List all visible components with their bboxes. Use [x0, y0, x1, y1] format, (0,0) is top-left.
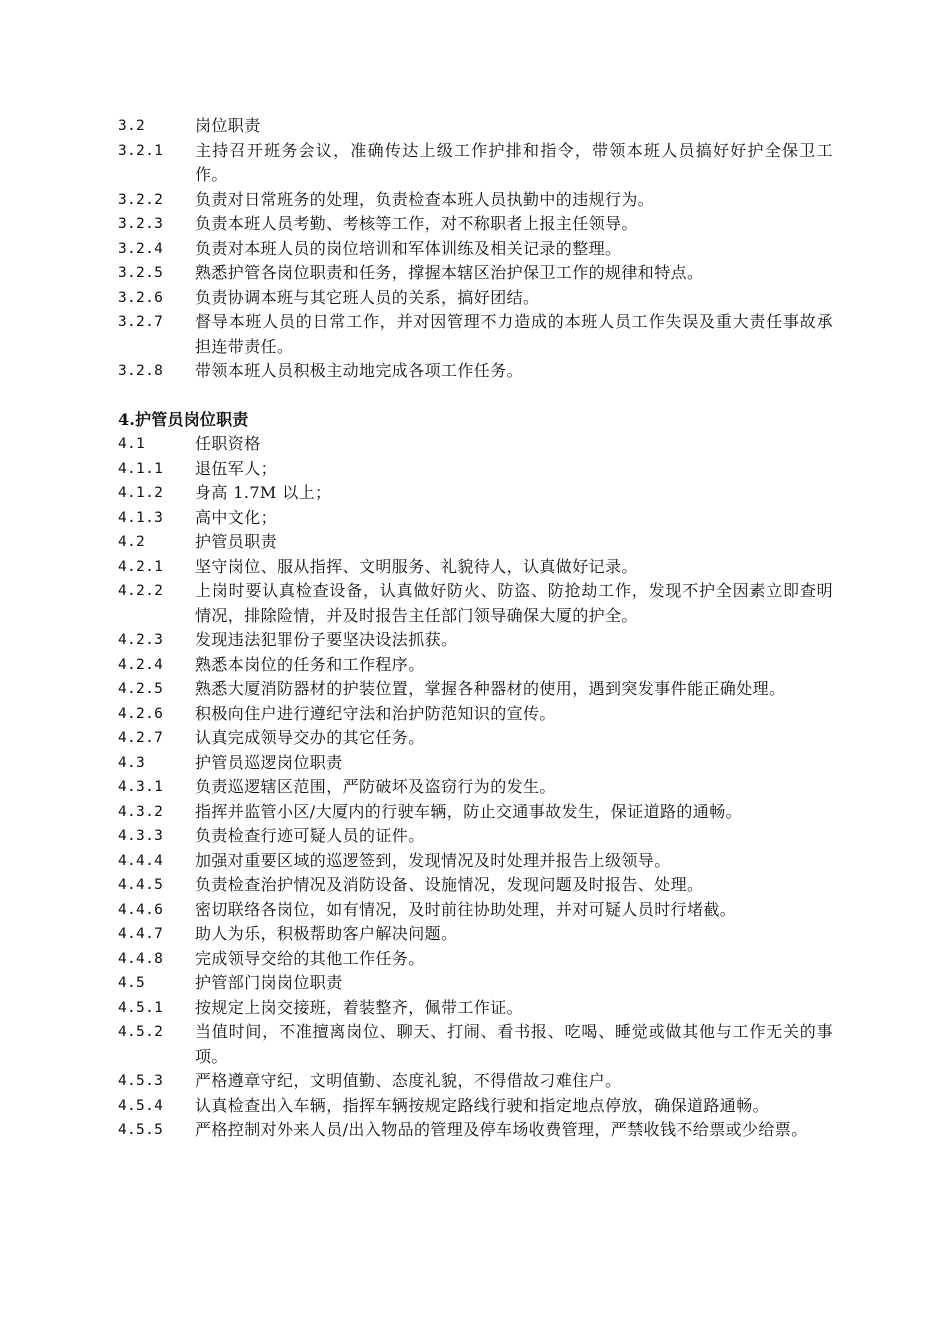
item-number: 4.5 — [118, 975, 146, 991]
item-text: 督导本班人员的日常工作，并对因管理不力造成的本班人员工作失误及重大责任事故承担连带责任。 — [195, 312, 833, 356]
item-text: 严格遵章守纪，文明值勤、态度礼貌，不得借故刁难住户。 — [195, 1071, 622, 1090]
item-text: 带领本班人员积极主动地完成各项工作任务。 — [195, 361, 524, 380]
list-item — [118, 971, 833, 996]
item-number: 4.3.3 — [118, 828, 164, 844]
list-item — [118, 579, 833, 628]
list-item — [118, 286, 833, 311]
list-item — [118, 506, 833, 531]
item-text: 熟悉护管各岗位职责和任务，撑握本辖区治护保卫工作的规律和特点。 — [195, 263, 704, 282]
list-item — [118, 1094, 833, 1119]
item-text: 负责对本班人员的岗位培训和军体训练及相关记录的整理。 — [195, 238, 622, 258]
item-number: 4.1 — [118, 436, 146, 452]
list-item — [118, 530, 833, 555]
item-number: 4.2.6 — [118, 705, 164, 722]
item-text: 熟悉本岗位的任务和工作程序。 — [195, 654, 425, 674]
item-text: 认真完成领导交办的其它任务。 — [195, 728, 425, 747]
item-text: 认真检查出入车辆，指挥车辆按规定路线行驶和指定地点停放，确保道路通畅。 — [195, 1095, 770, 1115]
item-number: 4.5.4 — [118, 1097, 164, 1114]
item-number: 4.1.1 — [118, 460, 164, 477]
item-number: 4.1.2 — [118, 485, 164, 501]
list-item — [118, 261, 833, 286]
item-text: 助人为乐，积极帮助客户解决问题。 — [195, 924, 458, 943]
item-number: 3.2.2 — [118, 191, 164, 208]
item-number: 4.5.3 — [118, 1073, 164, 1089]
list-item — [118, 922, 833, 947]
item-text: 负责本班人员考勤、考核等工作，对不称职者上报主任领导。 — [195, 214, 638, 233]
list-item — [118, 114, 833, 139]
item-number: 3.2.5 — [118, 265, 164, 281]
item-number: 3.2.6 — [118, 289, 164, 306]
list-item — [118, 139, 833, 188]
item-number: 4.2.2 — [118, 583, 164, 599]
item-text: 完成领导交给的其他工作任务。 — [195, 948, 425, 968]
item-text: 负责协调本班与其它班人员的关系，搞好团结。 — [195, 287, 540, 307]
item-number: 4.4.6 — [118, 901, 164, 918]
item-text: 负责检查行迹可疑人员的证件。 — [195, 826, 425, 845]
list-item — [118, 751, 833, 776]
list-item — [118, 188, 833, 213]
list-item — [118, 996, 833, 1021]
item-number: 4.4.7 — [118, 926, 164, 942]
list-item — [118, 824, 833, 849]
item-text: 护管员职责 — [195, 532, 278, 551]
item-text: 负责检查治护情况及消防设备、设施情况，发现问题及时报告、处理。 — [195, 875, 704, 894]
document-content — [118, 114, 833, 1143]
item-text: 密切联络各岗位，如有情况，及时前往协助处理，并对可疑人员时行堵截。 — [195, 899, 737, 919]
item-number: 4.2.7 — [118, 730, 164, 746]
item-text: 严格控制对外来人员/出入物品的管理及停车场收费管理，严禁收钱不给票或少给票。 — [195, 1120, 808, 1139]
item-number: 4.4.5 — [118, 877, 164, 893]
item-text: 指挥并监管小区/大厦内的行驶车辆，防止交通事故发生，保证道路的通畅。 — [195, 801, 742, 821]
item-number: 4.4.4 — [118, 852, 164, 869]
item-number: 4.1.3 — [118, 509, 164, 526]
list-item — [118, 432, 833, 457]
list-item — [118, 702, 833, 727]
list-item — [118, 1069, 833, 1094]
item-number: 4.2.3 — [118, 632, 164, 648]
item-number: 4.2 — [118, 534, 146, 550]
list-item — [118, 237, 833, 262]
item-number: 4.4.8 — [118, 950, 164, 967]
item-text: 熟悉大厦消防器材的护装位置，掌握各种器材的使用，遇到突发事件能正确处理。 — [195, 679, 786, 698]
item-text: 身高 1.7M 以上； — [195, 483, 332, 502]
list-item — [118, 800, 833, 825]
item-text: 高中文化； — [195, 507, 278, 527]
item-text: 任职资格 — [195, 434, 261, 453]
item-text: 坚守岗位、服从指挥、文明服务、礼貌待人，认真做好记录。 — [195, 556, 638, 576]
list-item — [118, 849, 833, 874]
item-number: 4.5.2 — [118, 1024, 164, 1040]
item-text: 岗位职责 — [195, 116, 261, 135]
item-number: 3.2.1 — [118, 142, 164, 159]
item-text: 积极向住户进行遵纪守法和治护防范知识的宣传。 — [195, 703, 556, 723]
item-text: 当值时间，不准擅离岗位、聊天、打闹、看书报、吃喝、睡觉或做其他与工作无关的事项。 — [195, 1022, 833, 1066]
list-item — [118, 898, 833, 923]
item-number: 3.2.7 — [118, 314, 164, 330]
list-item — [118, 726, 833, 751]
list-item — [118, 1118, 833, 1143]
section-3-list — [118, 114, 833, 384]
list-item — [118, 677, 833, 702]
item-number: 4.3.2 — [118, 803, 164, 820]
list-item — [118, 1020, 833, 1069]
item-number: 3.2.4 — [118, 240, 164, 257]
section-4-heading: 4.护管员岗位职责 — [118, 409, 249, 429]
item-text: 退伍军人； — [195, 458, 278, 478]
list-item — [118, 947, 833, 972]
item-number: 3.2.3 — [118, 216, 164, 232]
item-text: 负责巡逻辖区范围，严防破坏及盗窃行为的发生。 — [195, 777, 556, 796]
item-text: 上岗时要认真检查设备，认真做好防火、防盗、防抢劫工作，发现不护全因素立即查明情况，排除险情，并及时报告主任部门领导确保大厦的护全。 — [195, 581, 833, 625]
item-number: 4.2.1 — [118, 558, 164, 575]
list-item — [118, 310, 833, 359]
item-number: 4.3 — [118, 754, 146, 771]
list-item — [118, 775, 833, 800]
item-number: 4.3.1 — [118, 779, 164, 795]
item-text: 加强对重要区域的巡逻签到，发现情况及时处理并报告上级领导。 — [195, 850, 671, 870]
item-text: 按规定上岗交接班，着装整齐，佩带工作证。 — [195, 997, 524, 1017]
item-text: 护管部门岗岗位职责 — [195, 973, 343, 992]
item-text: 护管员巡逻岗位职责 — [195, 752, 343, 772]
list-item — [118, 653, 833, 678]
item-number: 4.2.5 — [118, 681, 164, 697]
item-number: 4.2.4 — [118, 656, 164, 673]
list-item — [118, 555, 833, 580]
item-number: 4.5.5 — [118, 1122, 164, 1138]
section-4-list — [118, 432, 833, 1143]
list-item — [118, 212, 833, 237]
list-item — [118, 481, 833, 506]
item-number: 3.2 — [118, 118, 146, 134]
item-text: 主持召开班务会议，准确传达上级工作护排和指令，带领本班人员搞好好护全保卫工作。 — [195, 140, 833, 184]
list-item — [118, 628, 833, 653]
item-number: 4.5.1 — [118, 999, 164, 1016]
item-text: 负责对日常班务的处理，负责检查本班人员执勤中的违规行为。 — [195, 189, 655, 209]
item-text: 发现违法犯罪份子要坚决设法抓获。 — [195, 630, 458, 649]
list-item — [118, 359, 833, 384]
list-item — [118, 873, 833, 898]
item-number: 3.2.8 — [118, 363, 164, 379]
list-item — [118, 457, 833, 482]
